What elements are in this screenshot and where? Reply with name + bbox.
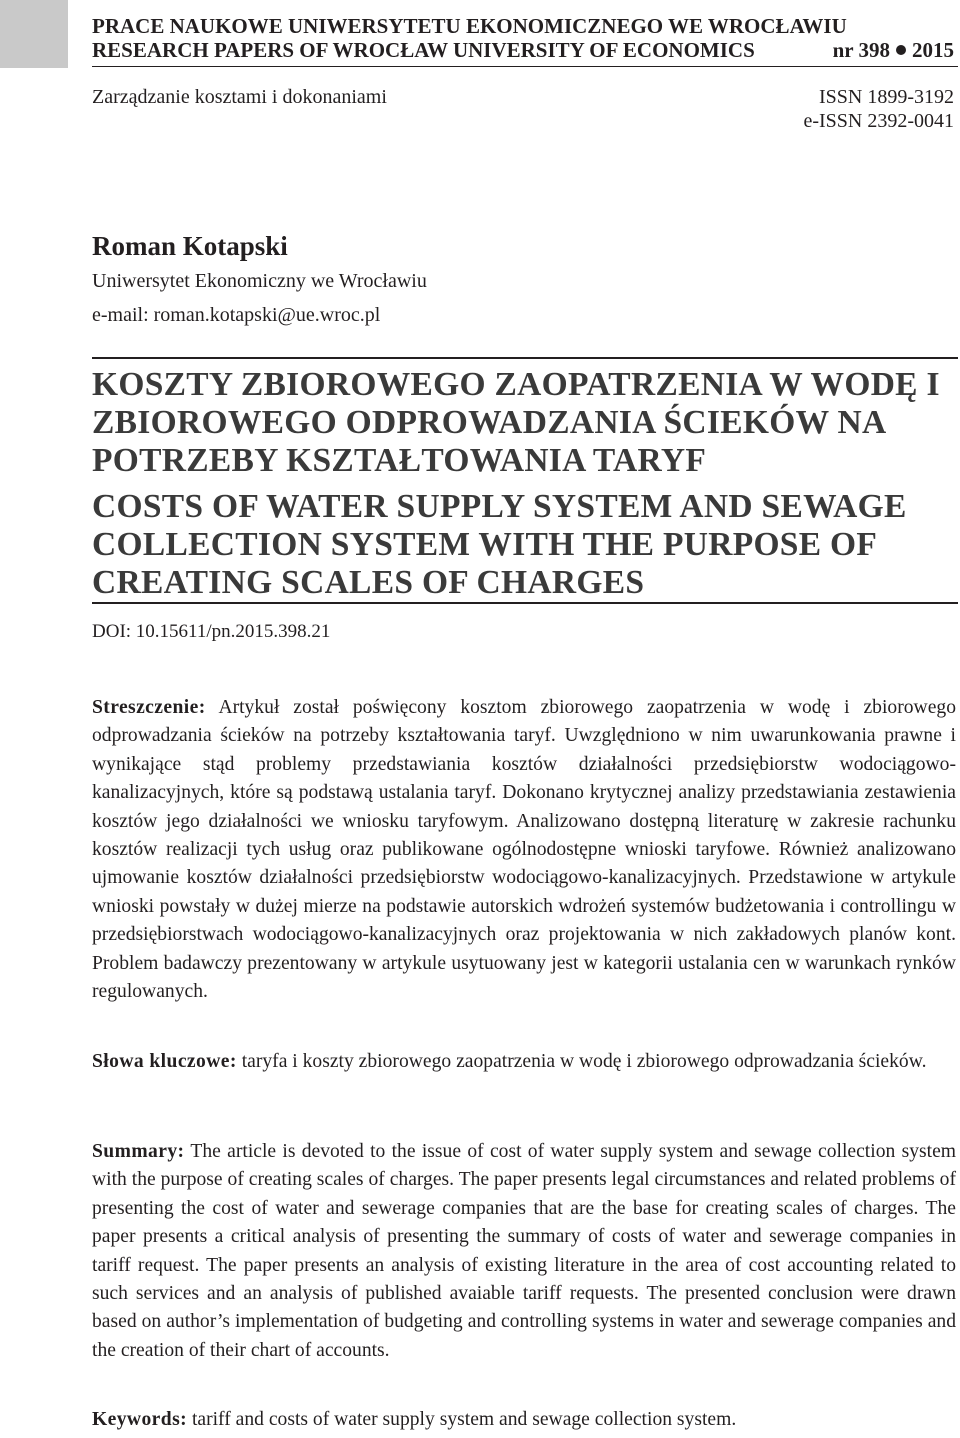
- abstract-polish-label: Streszczenie:: [92, 697, 206, 718]
- abstract-english-text: The article is devoted to the issue of cost of water supply system and sewage collection system with the purpose of creating scales of charges. The paper presents legal circumstances and related problems of presenting the cost of water and sewerage companies that are the base for creating scales of charges. The paper presents a critical analysis of presenting the summary of costs of water and sewerage companies in tariff request. The paper presents an analysis of existing literature in the area of cost accounting related to such services and an analysis of published avaiable tariff requests. The presented conclusion were drawn based on author’s implementation of budgeting and controlling systems in water and sewerage companies and the creation of their chart of accounts.: [92, 1141, 957, 1361]
- keywords-english: [92, 1406, 956, 1434]
- journal-name-pl: PRACE NAUKOWE UNIWERSYTETU EKONOMICZNEGO WE WROCŁAWIU: [92, 14, 847, 38]
- abstract-english: [92, 1138, 956, 1365]
- title-bottom-rule: [92, 602, 958, 604]
- title-top-rule: [92, 357, 958, 359]
- keywords-polish-label: Słowa kluczowe:: [92, 1051, 237, 1072]
- journal-header-en: [92, 38, 954, 62]
- title-english: COSTS OF WATER SUPPLY SYSTEM AND SEWAGE COLLECTION SYSTEM WITH THE PURPOSE OF CREATING SCALES OF CHARGES: [92, 488, 907, 601]
- header-rule: [92, 66, 958, 67]
- doi: DOI: 10.15611/pn.2015.398.21: [92, 621, 331, 642]
- bullet-dot-icon: [896, 45, 906, 55]
- series-title: Zarządzanie kosztami i dokonaniami: [92, 86, 387, 108]
- eissn: e-ISSN 2392-0041: [803, 110, 954, 132]
- issue-number: nr 398: [832, 38, 890, 62]
- keywords-english-label: Keywords:: [92, 1409, 188, 1430]
- keywords-english-text: tariff and costs of water supply system and sewage collection system.: [191, 1409, 737, 1430]
- keywords-polish: [92, 1048, 956, 1076]
- keywords-polish-text: taryfa i koszty zbiorowego zaopatrzenia w wodę i zbiorowego odprowadzania ścieków.: [241, 1051, 927, 1072]
- abstract-english-label: Summary:: [92, 1141, 185, 1162]
- author-name: Roman Kotapski: [92, 231, 288, 261]
- journal-name-en: RESEARCH PAPERS OF WROCŁAW UNIVERSITY OF ECONOMICS: [92, 38, 755, 62]
- author-affiliation: Uniwersytet Ekonomiczny we Wrocławiu: [92, 270, 427, 292]
- abstract-polish-text: Artykuł został poświęcony kosztom zbiorowego zaopatrzenia w wodę i zbiorowego odprowadzania ścieków na potrzeby kształtowania taryf. Uwzględniono w nim uwarunkowania prawne i wynikające stąd problemy przedstawiania kosztów działalności przedsiębiorstw wodociągowo-kanalizacyjnych, które są podstawą ustalania taryf. Dokonano krytycznej analizy przedstawiania zestawienia kosztów jego działalności we wniosku taryfowym. Analizowano dostępną literaturę w zakresie rachunku kosztów realizacji tych usług oraz publikowane ogólnodostępne wnioski taryfowe. Również analizowano ujmowanie kosztów działalności przedsiębiorstw wodociągowo-kanalizacyjnych. Przedstawione w artykule wnioski powstały w dużej mierze na podstawie autorskich wdrożeń systemów budżetowania i controllingu w przedsiębiorstwach wodociągowo-kanalizacyjnych oraz projektowania w nich zakładowych planów kont. Problem badawczy prezentowany w artykule usytuowany jest w kategorii ustalania cen w warunkach rynków regulowanych.: [92, 697, 956, 1003]
- title-polish: KOSZTY ZBIOROWEGO ZAOPATRZENIA W WODĘ I ZBIOROWEGO ODPROWADZANIA ŚCIEKÓW NA POTRZEBY KSZTAŁTOWANIA TARYF: [92, 366, 940, 479]
- author-email: e-mail: roman.kotapski@ue.wroc.pl: [92, 304, 381, 326]
- abstract-polish: [92, 694, 956, 1006]
- series-row: [92, 85, 954, 109]
- issue-year: 2015: [912, 38, 954, 62]
- issn: ISSN 1899-3192: [818, 86, 954, 108]
- corner-gray-block: [0, 0, 68, 68]
- issue-info: [833, 38, 954, 62]
